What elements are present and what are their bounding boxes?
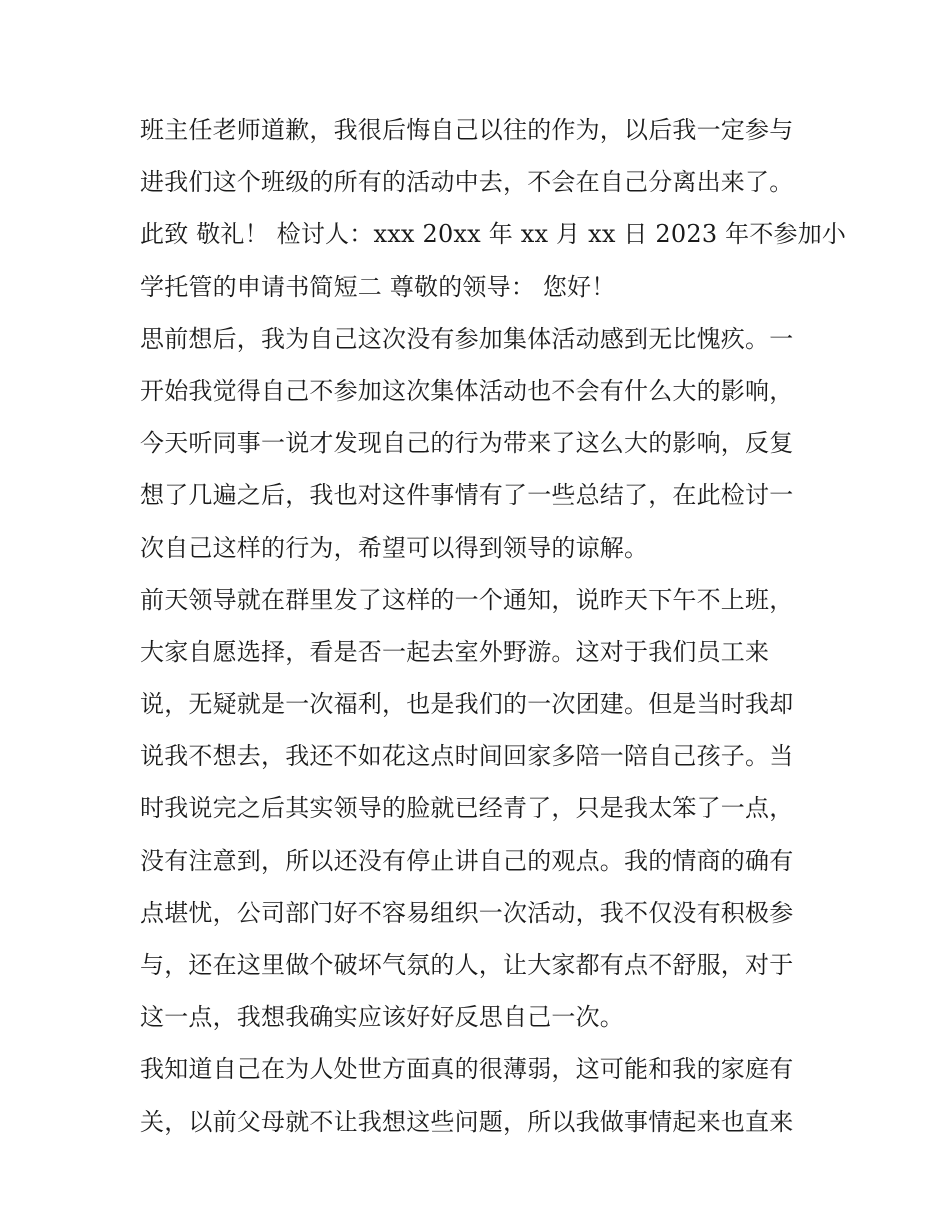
text-line: 想了几遍之后，我也对这件事情有了一些总结了，在此检讨一 — [140, 481, 794, 510]
text-line: 说，无疑就是一次福利，也是我们的一次团建。但是当时我却 — [140, 690, 794, 719]
text-line: 这一点，我想我确实应该好好反思自己一次。 — [140, 1003, 624, 1032]
text-line: 前天领导就在群里发了这样的一个通知，说昨天下午不上班， — [140, 585, 794, 614]
text-line: 与，还在这里做个破坏气氛的人，让大家都有点不舒服，对于 — [140, 951, 794, 979]
text-line: 思前想后，我为自己这次没有参加集体活动感到无比愧疚。一 — [140, 324, 794, 353]
text-line: 今天听同事一说才发现自己的行为带来了这么大的影响，反复 — [140, 429, 794, 458]
text-line: 我知道自己在为人处世方面真的很薄弱，这可能和我的家庭有 — [140, 1055, 794, 1084]
text-line: 次自己这样的行为，希望可以得到领导的谅解。 — [140, 533, 649, 562]
document-body — [140, 104, 847, 1148]
text-line: 开始我觉得自己不参加这次集体活动也不会有什么大的影响， — [140, 376, 794, 405]
text-line: 此致 敬礼！ 检讨人：xxx 20xx 年 xx 月 xx 日 2023 年不参加小 — [140, 220, 847, 249]
text-line: 时我说完之后其实领导的脸就已经青了，只是我太笨了一点， — [140, 794, 794, 823]
text-line: 进我们这个班级的所有的活动中去，不会在自己分离出来了。 — [140, 168, 794, 197]
text-line: 学托管的申请书简短二 尊敬的领导： 您好！ — [140, 272, 616, 301]
text-line: 说我不想去，我还不如花这点时间回家多陪一陪自己孩子。当 — [140, 742, 794, 771]
text-line: 关，以前父母就不让我想这些问题，所以我做事情起来也直来 — [140, 1107, 794, 1136]
text-line: 班主任老师道歉，我很后悔自己以往的作为，以后我一定参与 — [140, 116, 794, 144]
text-line: 没有注意到，所以还没有停止讲自己的观点。我的情商的确有 — [140, 846, 794, 875]
text-line: 点堪忧，公司部门好不容易组织一次活动，我不仅没有积极参 — [140, 898, 794, 927]
text-line: 大家自愿选择，看是否一起去室外野游。这对于我们员工来 — [140, 637, 770, 666]
